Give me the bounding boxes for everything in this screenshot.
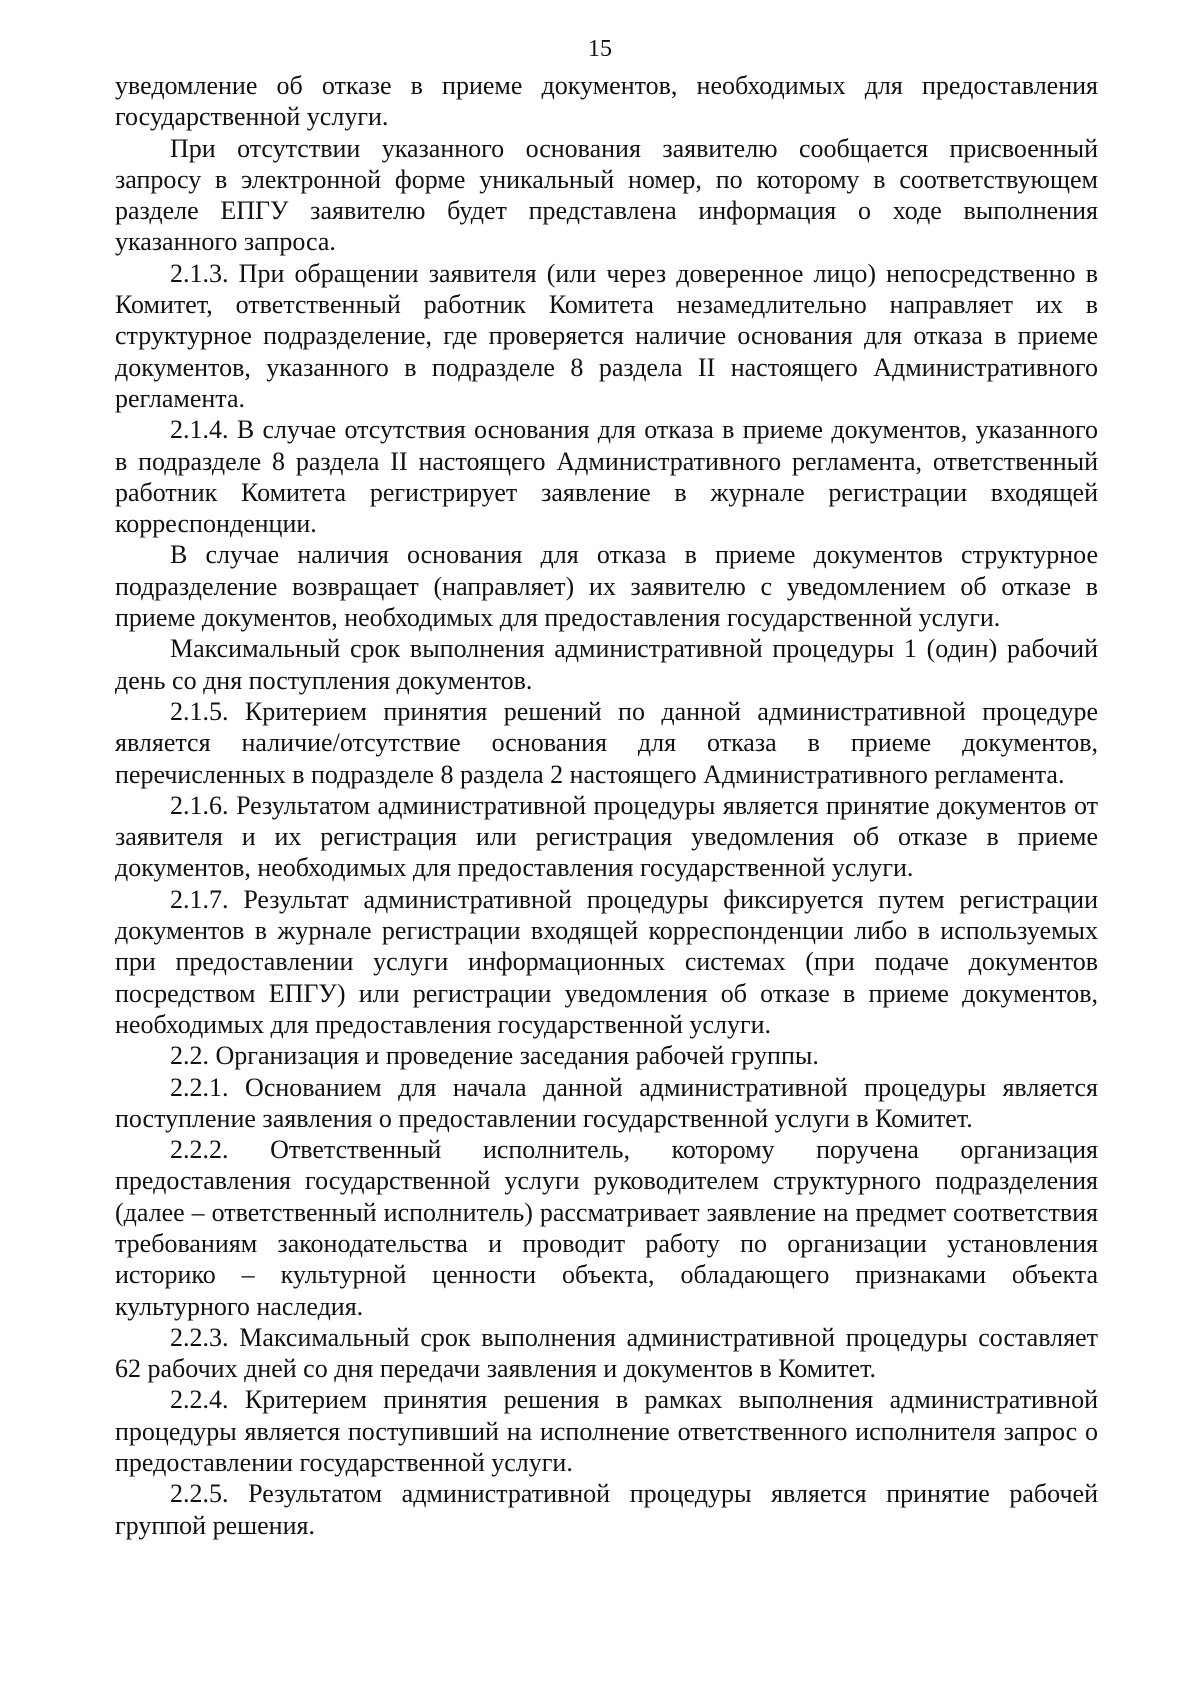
paragraph-4: 2.1.4. В случае отсутствия основания для отказа в приеме документов, указанного в подразделе 8 раздела II настоящего Административного регламента, ответственный работник Комитета регистрирует заявление в журнале регистрации входящей корреспонденции. [115,415,1098,539]
paragraph-8: 2.1.6. Результатом административной процедуры является принятие документов от заявителя и их регистрация или регистрация уведомления об отказе в приеме документов, необходимых для предоставления государственной услуги. [115,790,1098,883]
paragraph-7: 2.1.5. Критерием принятия решений по данной административной процедуре является наличие/отсутствие основания для отказа в приеме документов, перечисленных в подразделе 8 раздела 2 настоящего Административного регламента. [115,696,1098,789]
paragraph-5: В случае наличия основания для отказа в приеме документов структурное подразделение возвращает (направляет) их заявителю с уведомлением об отказе в приеме документов, необходимых для предоставления государственной услуги. [115,540,1098,633]
paragraph-10: 2.2. Организация и проведение заседания рабочей группы. [170,1041,819,1071]
paragraph-3: 2.1.3. При обращении заявителя (или через доверенное лицо) непосредственно в Комитет, ответственный работник Комитета незамедлительно направляет их в структурное подразделение, где проверяется наличие основания для отказа в приеме документов, указанного в подразделе 8 раздела II настоящего Административного регламента. [115,258,1098,413]
paragraph-11: 2.2.1. Основанием для начала данной административной процедуры является поступление заявления о предоставлении государственной услуги в Комитет. [115,1072,1098,1133]
document-body [115,70,1098,1541]
paragraph-2: При отсутствии указанного основания заявителю сообщается присвоенный запросу в электронной форме уникальный номер, по которому в соответствующем разделе ЕПГУ заявителю будет представлена информация о ходе выполнения указанного запроса. [115,133,1098,257]
paragraph-9: 2.1.7. Результат административной процедуры фиксируется путем регистрации документов в журнале регистрации входящей корреспонденции либо в используемых при предоставлении услуги информационных системах (при подаче документов посредством ЕПГУ) или регистрации уведомления об отказе в приеме документов, необходимых для предоставления государственной услуги. [115,884,1098,1039]
paragraph-13: 2.2.3. Максимальный срок выполнения административной процедуры составляет 62 рабочих дней со дня передачи заявления и документов в Комитет. [115,1322,1098,1384]
paragraph-1: уведомление об отказе в приеме документов, необходимых для предоставления государственной услуги. [115,71,1098,132]
paragraph-14: 2.2.4. Критерием принятия решения в рамках выполнения административной процедуры является поступивший на исполнение ответственного исполнителя запрос о предоставлении государственной услуги. [115,1385,1098,1478]
paragraph-12: 2.2.2. Ответственный исполнитель, которому поручена организация предоставления государственной услуги руководителем структурного подразделения (далее – ответственный исполнитель) рассматривает заявление на предмет соответствия требованиям законодательства и проводит работу по организации установления историко – культурной ценности объекта, обладающего признаками объекта культурного наследия. [115,1135,1098,1321]
page-number: 15 [588,36,612,62]
paragraph-15: 2.2.5. Результатом административной процедуры является принятие рабочей группой решения. [115,1479,1098,1540]
paragraph-6: Максимальный срок выполнения административной процедуры 1 (один) рабочий день со дня поступления документов. [115,634,1098,695]
